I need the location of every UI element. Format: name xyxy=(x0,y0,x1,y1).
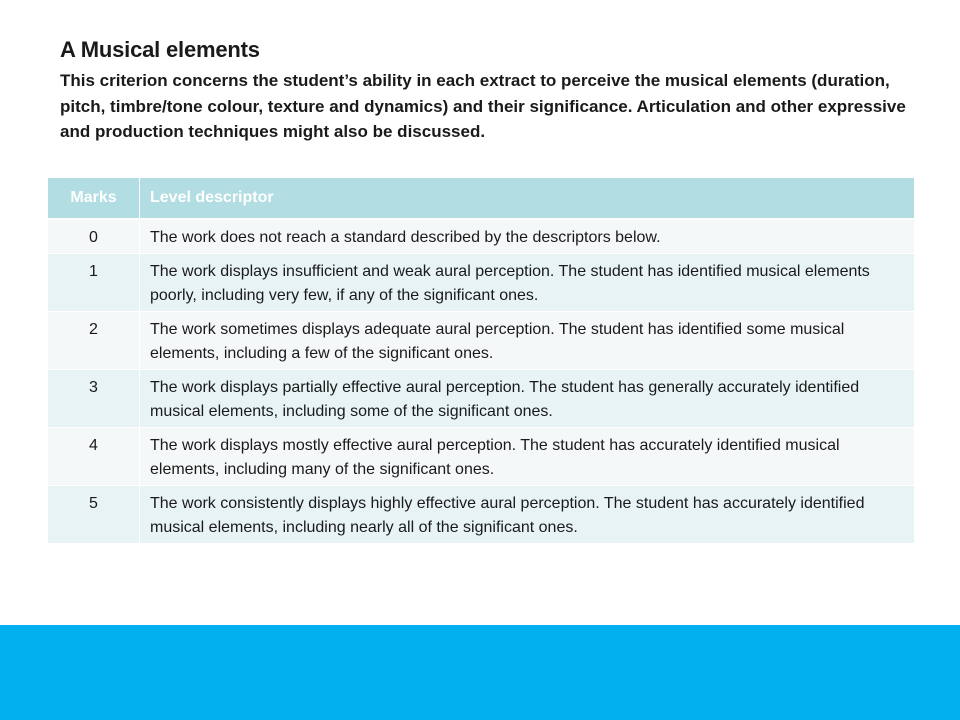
descriptor-cell: The work displays partially effective aural perception. The student has generally accurately identified musical elements, including some of the significant ones. xyxy=(140,370,914,428)
mark-cell: 1 xyxy=(48,254,140,312)
descriptor-cell: The work does not reach a standard described by the descriptors below. xyxy=(140,220,914,254)
descriptor-cell: The work sometimes displays adequate aural perception. The student has identified some musical elements, including a few of the significant ones. xyxy=(140,312,914,370)
mark-cell: 3 xyxy=(48,370,140,428)
marks-column-header: Marks xyxy=(48,178,140,220)
descriptor-cell: The work displays insufficient and weak aural perception. The student has identified musical elements poorly, including very few, if any of the significant ones. xyxy=(140,254,914,312)
mark-cell: 2 xyxy=(48,312,140,370)
mark-cell: 4 xyxy=(48,428,140,486)
table-row xyxy=(48,370,914,428)
footer-band xyxy=(0,625,960,720)
mark-cell: 0 xyxy=(48,220,140,254)
table-row xyxy=(48,428,914,486)
rubric-table xyxy=(48,178,914,544)
mark-cell: 5 xyxy=(48,486,140,544)
criterion-description: This criterion concerns the student’s ability in each extract to perceive the musical elements (duration, pitch, timbre/tone colour, texture and dynamics) and their significance. Articulation and other expressive and production techniques might also be discussed. xyxy=(60,71,906,141)
table-header-row xyxy=(48,178,914,220)
descriptor-cell: The work consistently displays highly effective aural perception. The student has accurately identified musical elements, including nearly all of the significant ones. xyxy=(140,486,914,544)
table-row xyxy=(48,486,914,544)
slide-title: A Musical elements xyxy=(60,37,260,62)
table-row xyxy=(48,220,914,254)
descriptor-cell: The work displays mostly effective aural perception. The student has accurately identified musical elements, including many of the significant ones. xyxy=(140,428,914,486)
table-row xyxy=(48,312,914,370)
descriptor-column-header: Level descriptor xyxy=(140,178,914,220)
table-row xyxy=(48,254,914,312)
